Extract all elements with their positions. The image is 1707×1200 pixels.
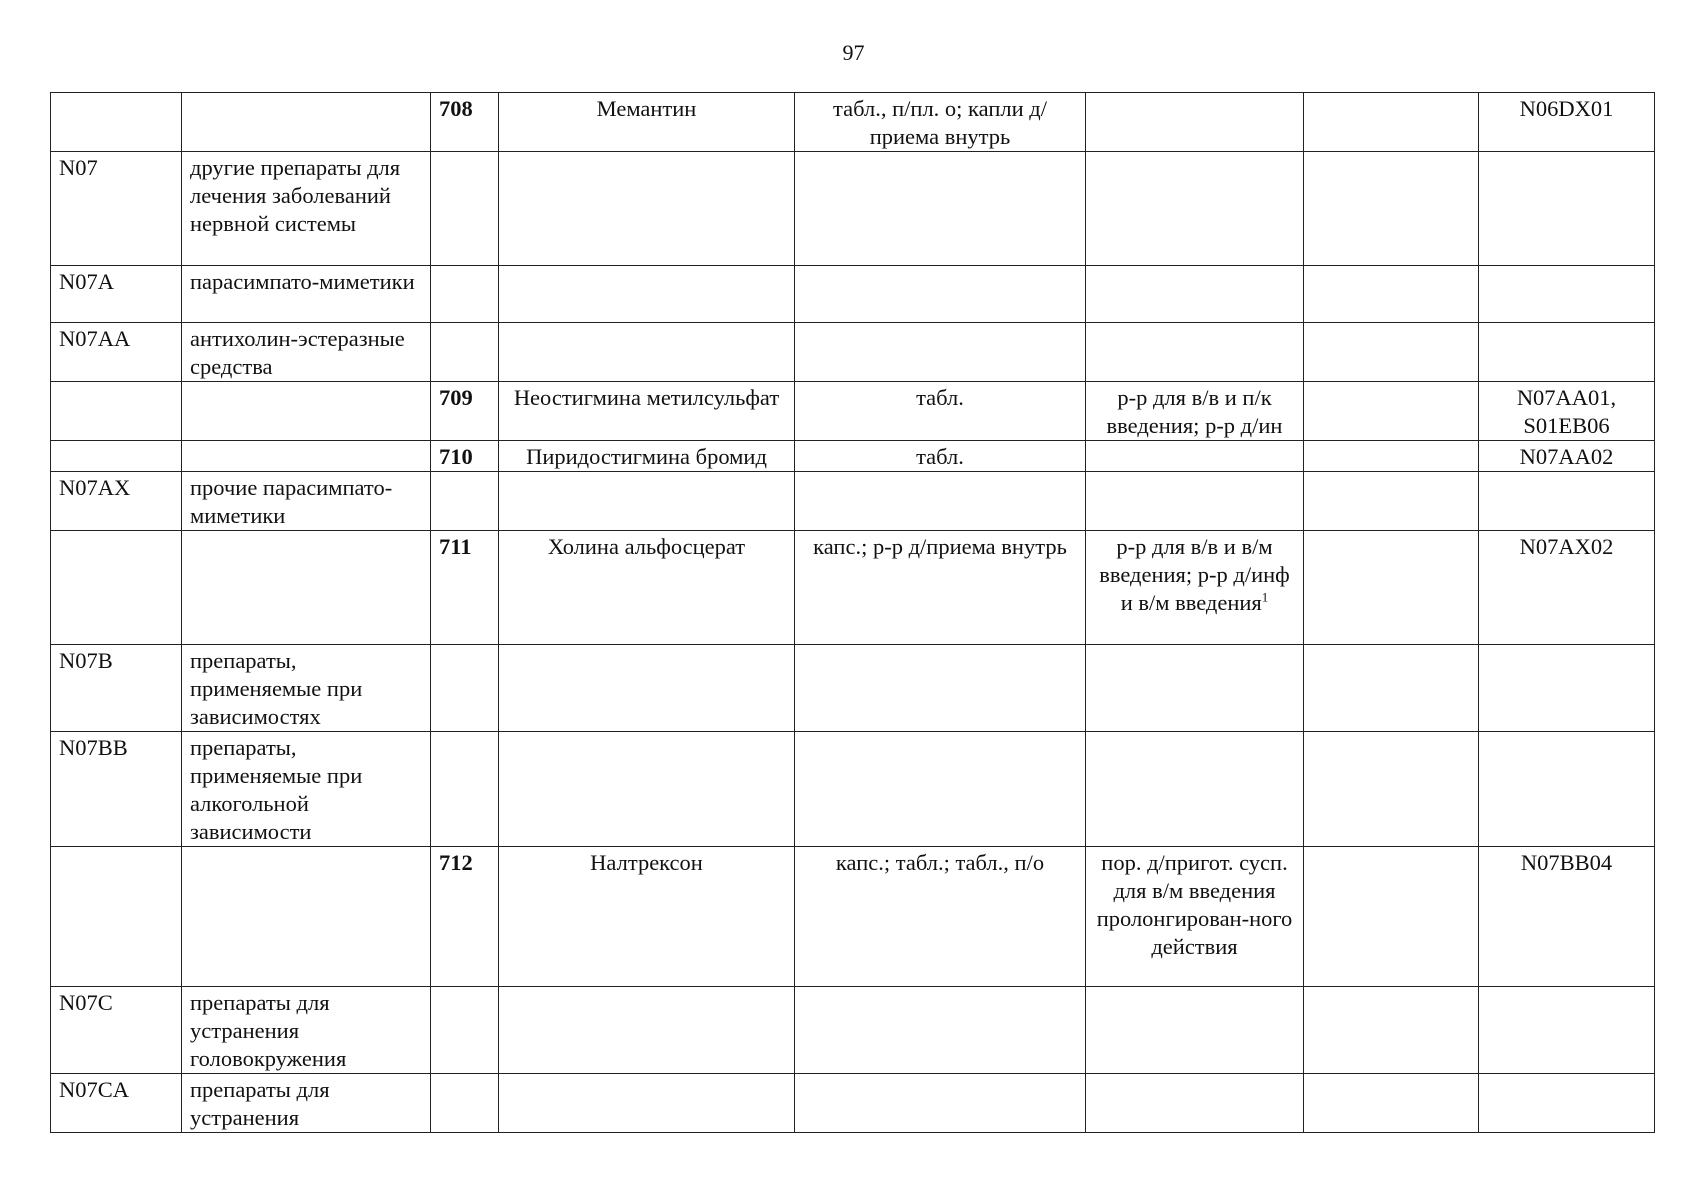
- drug-name-cell: [499, 987, 795, 1074]
- dosage-form-cell: [795, 987, 1086, 1074]
- item-number-cell: [431, 1074, 499, 1133]
- dosage-form-cell: [795, 645, 1086, 732]
- footnote-marker: 1: [1261, 589, 1269, 605]
- dosage-form-cell: [795, 732, 1086, 847]
- item-number-cell: [431, 987, 499, 1074]
- atc-group-code-text: N07BB: [59, 735, 128, 760]
- atc-code-text: N07AA01, S01EB06: [1516, 385, 1617, 438]
- item-number-cell: [431, 152, 499, 266]
- atc-group-code-cell: [51, 93, 182, 152]
- atc-code-text: N06DX01: [1519, 96, 1614, 121]
- table-row: [51, 732, 1655, 847]
- injection-form-cell: [1086, 382, 1304, 441]
- table-row: [51, 472, 1655, 531]
- item-number-text: 708: [439, 96, 473, 121]
- atc-code-cell: [1479, 441, 1655, 472]
- drug-name-cell: [499, 472, 795, 531]
- atc-code-cell: [1479, 266, 1655, 323]
- atc-group-code-text: N07C: [59, 990, 113, 1015]
- injection-form-cell: [1086, 441, 1304, 472]
- item-number-cell: [431, 472, 499, 531]
- atc-code-cell: [1479, 382, 1655, 441]
- atc-code-cell: [1479, 732, 1655, 847]
- table-row: [51, 152, 1655, 266]
- atc-group-code-text: N07: [59, 155, 98, 180]
- extra-form-cell: [1304, 382, 1479, 441]
- dosage-form-cell: [795, 382, 1086, 441]
- item-number-cell: [431, 441, 499, 472]
- dosage-form-cell: [795, 93, 1086, 152]
- table-row: [51, 266, 1655, 323]
- drug-name-cell: [499, 1074, 795, 1133]
- extra-form-cell: [1304, 323, 1479, 382]
- atc-group-code-cell: [51, 987, 182, 1074]
- atc-group-name-cell: [182, 441, 431, 472]
- dosage-form-cell: [795, 472, 1086, 531]
- table-row: [51, 1074, 1655, 1133]
- drug-name-cell: [499, 382, 795, 441]
- drug-name-cell: [499, 732, 795, 847]
- drug-name-text: Налтрексон: [590, 850, 703, 875]
- table-row: [51, 645, 1655, 732]
- dosage-form-cell: [795, 152, 1086, 266]
- injection-form-cell: [1086, 1074, 1304, 1133]
- atc-group-name-text: прочие парасимпато-миметики: [190, 475, 393, 528]
- injection-form-cell: [1086, 987, 1304, 1074]
- atc-code-cell: [1479, 472, 1655, 531]
- atc-group-name-text: препараты для устранения: [190, 1077, 330, 1130]
- atc-group-name-cell: [182, 531, 431, 645]
- dosage-form-cell: [795, 531, 1086, 645]
- dosage-form-text: табл.: [916, 444, 964, 469]
- atc-group-name-cell: [182, 645, 431, 732]
- atc-group-name-text: препараты для устранения головокружения: [190, 990, 347, 1071]
- item-number-cell: [431, 531, 499, 645]
- drug-name-cell: [499, 441, 795, 472]
- drug-name-text: Мемантин: [596, 96, 697, 121]
- extra-form-cell: [1304, 1074, 1479, 1133]
- atc-group-name-text: парасимпато-миметики: [190, 269, 415, 294]
- extra-form-cell: [1304, 732, 1479, 847]
- atc-group-name-cell: [182, 1074, 431, 1133]
- atc-code-text: N07BB04: [1520, 850, 1613, 875]
- atc-group-name-cell: [182, 382, 431, 441]
- dosage-form-text: капс.; р-р д/приема внутрь: [813, 534, 1067, 559]
- injection-form-cell: [1086, 645, 1304, 732]
- atc-code-cell: [1479, 645, 1655, 732]
- atc-group-code-text: N07AA: [59, 326, 131, 351]
- atc-code-cell: [1479, 152, 1655, 266]
- injection-form-cell: [1086, 732, 1304, 847]
- extra-form-cell: [1304, 93, 1479, 152]
- drug-name-cell: [499, 323, 795, 382]
- atc-code-cell: [1479, 531, 1655, 645]
- dosage-form-text: табл., п/пл. о; капли д/приема внутрь: [833, 96, 1047, 149]
- injection-form-text: пор. д/пригот. сусп. для в/м введения пролонгирован-ного действия: [1096, 850, 1293, 959]
- drug-name-text: Холина альфосцерат: [547, 534, 746, 559]
- atc-code-cell: [1479, 323, 1655, 382]
- item-number-cell: [431, 382, 499, 441]
- atc-code-cell: [1479, 93, 1655, 152]
- atc-group-name-text: антихолин-эстеразные средства: [190, 326, 405, 379]
- item-number-cell: [431, 266, 499, 323]
- atc-group-code-cell: [51, 531, 182, 645]
- injection-form-cell: [1086, 93, 1304, 152]
- atc-group-code-cell: [51, 645, 182, 732]
- atc-group-name-cell: [182, 987, 431, 1074]
- atc-group-name-cell: [182, 152, 431, 266]
- item-number-text: 712: [439, 850, 473, 875]
- atc-group-code-cell: [51, 266, 182, 323]
- atc-group-name-cell: [182, 266, 431, 323]
- item-number-text: 711: [439, 534, 472, 559]
- atc-group-name-cell: [182, 93, 431, 152]
- injection-form-cell: [1086, 531, 1304, 645]
- atc-code-text: N07AA02: [1519, 444, 1614, 469]
- atc-group-code-text: N07B: [59, 648, 113, 673]
- atc-group-name-text: препараты, применяемые при алкогольной зависимости: [190, 735, 363, 844]
- atc-group-code-text: N07AX: [59, 475, 131, 500]
- extra-form-cell: [1304, 152, 1479, 266]
- atc-group-code-cell: [51, 323, 182, 382]
- extra-form-cell: [1304, 472, 1479, 531]
- item-number-text: 709: [439, 385, 473, 410]
- atc-code-text: N07AX02: [1519, 534, 1614, 559]
- injection-form-text: р-р для в/в и п/к введения; р-р д/ин: [1106, 385, 1283, 438]
- table-row: [51, 93, 1655, 152]
- atc-group-code-cell: [51, 472, 182, 531]
- dosage-form-cell: [795, 323, 1086, 382]
- atc-group-name-text: другие препараты для лечения заболеваний нервной системы: [190, 155, 401, 236]
- atc-group-code-text: N07CA: [59, 1077, 130, 1102]
- atc-group-code-cell: [51, 1074, 182, 1133]
- item-number-text: 710: [439, 444, 473, 469]
- atc-code-cell: [1479, 1074, 1655, 1133]
- atc-group-code-cell: [51, 382, 182, 441]
- drug-name-cell: [499, 93, 795, 152]
- item-number-cell: [431, 323, 499, 382]
- drug-name-text: Пиридостигмина бромид: [526, 444, 767, 469]
- item-number-cell: [431, 645, 499, 732]
- drug-table: [50, 92, 1655, 1133]
- dosage-form-text: табл.: [916, 385, 964, 410]
- table-row: [51, 531, 1655, 645]
- atc-group-name-text: препараты, применяемые при зависимостях: [190, 648, 363, 729]
- table-row: [51, 382, 1655, 441]
- atc-group-code-text: N07A: [59, 269, 114, 294]
- extra-form-cell: [1304, 645, 1479, 732]
- atc-group-name-cell: [182, 847, 431, 987]
- extra-form-cell: [1304, 441, 1479, 472]
- drug-name-cell: [499, 847, 795, 987]
- dosage-form-cell: [795, 441, 1086, 472]
- extra-form-cell: [1304, 847, 1479, 987]
- drug-name-cell: [499, 531, 795, 645]
- table-row: [51, 441, 1655, 472]
- atc-group-code-cell: [51, 152, 182, 266]
- dosage-form-text: капс.; табл.; табл., п/о: [835, 850, 1045, 875]
- item-number-cell: [431, 847, 499, 987]
- dosage-form-cell: [795, 266, 1086, 323]
- item-number-cell: [431, 732, 499, 847]
- injection-form-text: р-р для в/в и в/м введения; р-р д/инф и в/м введения: [1099, 534, 1290, 615]
- atc-code-cell: [1479, 987, 1655, 1074]
- dosage-form-cell: [795, 847, 1086, 987]
- extra-form-cell: [1304, 987, 1479, 1074]
- table-row: [51, 987, 1655, 1074]
- drug-name-cell: [499, 152, 795, 266]
- atc-group-code-cell: [51, 732, 182, 847]
- table-row: [51, 847, 1655, 987]
- table-row: [51, 323, 1655, 382]
- atc-group-code-cell: [51, 847, 182, 987]
- injection-form-cell: [1086, 266, 1304, 323]
- drug-name-text: Неостигмина метилсульфат: [513, 385, 780, 410]
- atc-group-name-cell: [182, 732, 431, 847]
- atc-group-code-cell: [51, 441, 182, 472]
- item-number-cell: [431, 93, 499, 152]
- injection-form-cell: [1086, 847, 1304, 987]
- atc-group-name-cell: [182, 472, 431, 531]
- atc-group-name-cell: [182, 323, 431, 382]
- injection-form-cell: [1086, 472, 1304, 531]
- injection-form-cell: [1086, 323, 1304, 382]
- dosage-form-cell: [795, 1074, 1086, 1133]
- drug-name-cell: [499, 645, 795, 732]
- atc-code-cell: [1479, 847, 1655, 987]
- page-number: 97: [842, 40, 865, 65]
- extra-form-cell: [1304, 531, 1479, 645]
- injection-form-cell: [1086, 152, 1304, 266]
- drug-name-cell: [499, 266, 795, 323]
- extra-form-cell: [1304, 266, 1479, 323]
